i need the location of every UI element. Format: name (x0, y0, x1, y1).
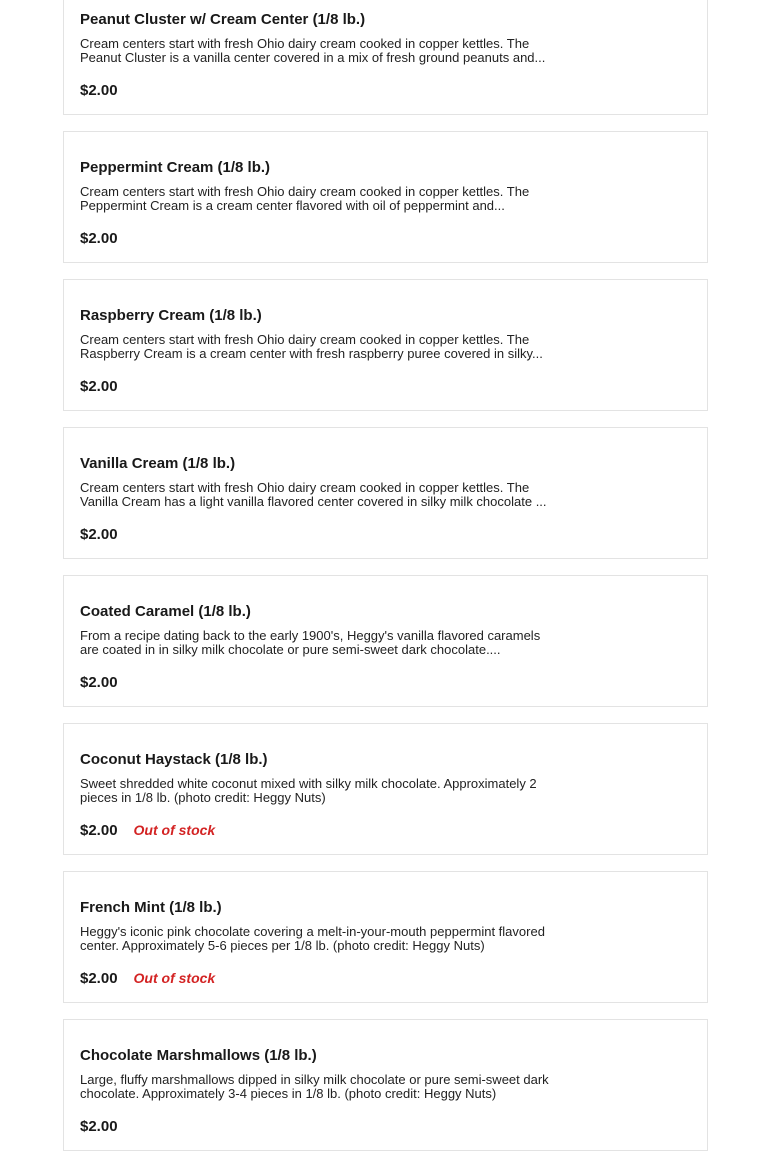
product-name: Peanut Cluster w/ Cream Center (1/8 lb.) (80, 11, 366, 28)
product-price: $2.00 (80, 81, 118, 99)
price-row (80, 672, 691, 692)
product-description: From a recipe dating back to the early 1900's, Heggy's vanilla flavored caramels are coated in in silky milk chocolate or pure semi-sweet dark chocolate.... (80, 629, 541, 657)
product-price: $2.00 (80, 969, 118, 987)
price-row (80, 1116, 691, 1136)
product-name: French Mint (1/8 lb.) (80, 899, 222, 916)
product-card-raspberry-cream[interactable] (63, 279, 708, 411)
product-price: $2.00 (80, 229, 118, 247)
product-name: Peppermint Cream (1/8 lb.) (80, 159, 271, 176)
product-name: Raspberry Cream (1/8 lb.) (80, 307, 262, 324)
product-name: Chocolate Marshmallows (1/8 lb.) (80, 1047, 317, 1064)
product-description: Sweet shredded white coconut mixed with silky milk chocolate. Approximately 2 pieces in 1/8 lb. (photo credit: Heggy Nuts) (80, 777, 537, 805)
product-price: $2.00 (80, 525, 118, 543)
price-row (80, 524, 691, 544)
product-card-coconut-haystack[interactable] (63, 723, 708, 855)
out-of-stock-badge: Out of stock (133, 822, 216, 838)
product-card-peppermint-cream[interactable] (63, 131, 708, 263)
price-row (80, 228, 691, 248)
product-price: $2.00 (80, 377, 118, 395)
product-name: Vanilla Cream (1/8 lb.) (80, 455, 236, 472)
price-row (80, 968, 691, 988)
out-of-stock-badge: Out of stock (133, 970, 216, 986)
price-row (80, 376, 691, 396)
product-description: Cream centers start with fresh Ohio dairy cream cooked in copper kettles. The Raspberry Cream is a cream center with fresh raspberry puree covered in silky... (80, 333, 543, 361)
product-description: Large, fluffy marshmallows dipped in silky milk chocolate or pure semi-sweet dark chocolate. Approximately 3-4 pieces in 1/8 lb. (photo credit: Heggy Nuts) (80, 1073, 549, 1101)
product-price: $2.00 (80, 821, 118, 839)
price-row (80, 820, 691, 840)
product-description: Cream centers start with fresh Ohio dairy cream cooked in copper kettles. The Peppermint Cream is a cream center flavored with oil of peppermint and... (80, 185, 530, 213)
product-description: Cream centers start with fresh Ohio dairy cream cooked in copper kettles. The Vanilla Cream has a light vanilla flavored center covered in silky milk chocolate ... (80, 481, 547, 509)
product-description: Heggy's iconic pink chocolate covering a melt-in-your-mouth peppermint flavored center. Approximately 5-6 pieces per 1/8 lb. (photo credit: Heggy Nuts) (80, 925, 545, 953)
product-price: $2.00 (80, 1117, 118, 1135)
product-card-chocolate-marshmallows[interactable] (63, 1019, 708, 1151)
product-card-coated-caramel[interactable] (63, 575, 708, 707)
product-name: Coated Caramel (1/8 lb.) (80, 603, 251, 620)
product-card-french-mint[interactable] (63, 871, 708, 1003)
product-card-vanilla-cream[interactable] (63, 427, 708, 559)
product-price: $2.00 (80, 673, 118, 691)
product-list (63, 0, 708, 1167)
product-description: Cream centers start with fresh Ohio dairy cream cooked in copper kettles. The Peanut Cluster is a vanilla center covered in a mix of fresh ground peanuts and... (80, 37, 546, 65)
product-card-peanut-cluster[interactable] (63, 0, 708, 115)
price-row (80, 80, 691, 100)
product-name: Coconut Haystack (1/8 lb.) (80, 751, 268, 768)
